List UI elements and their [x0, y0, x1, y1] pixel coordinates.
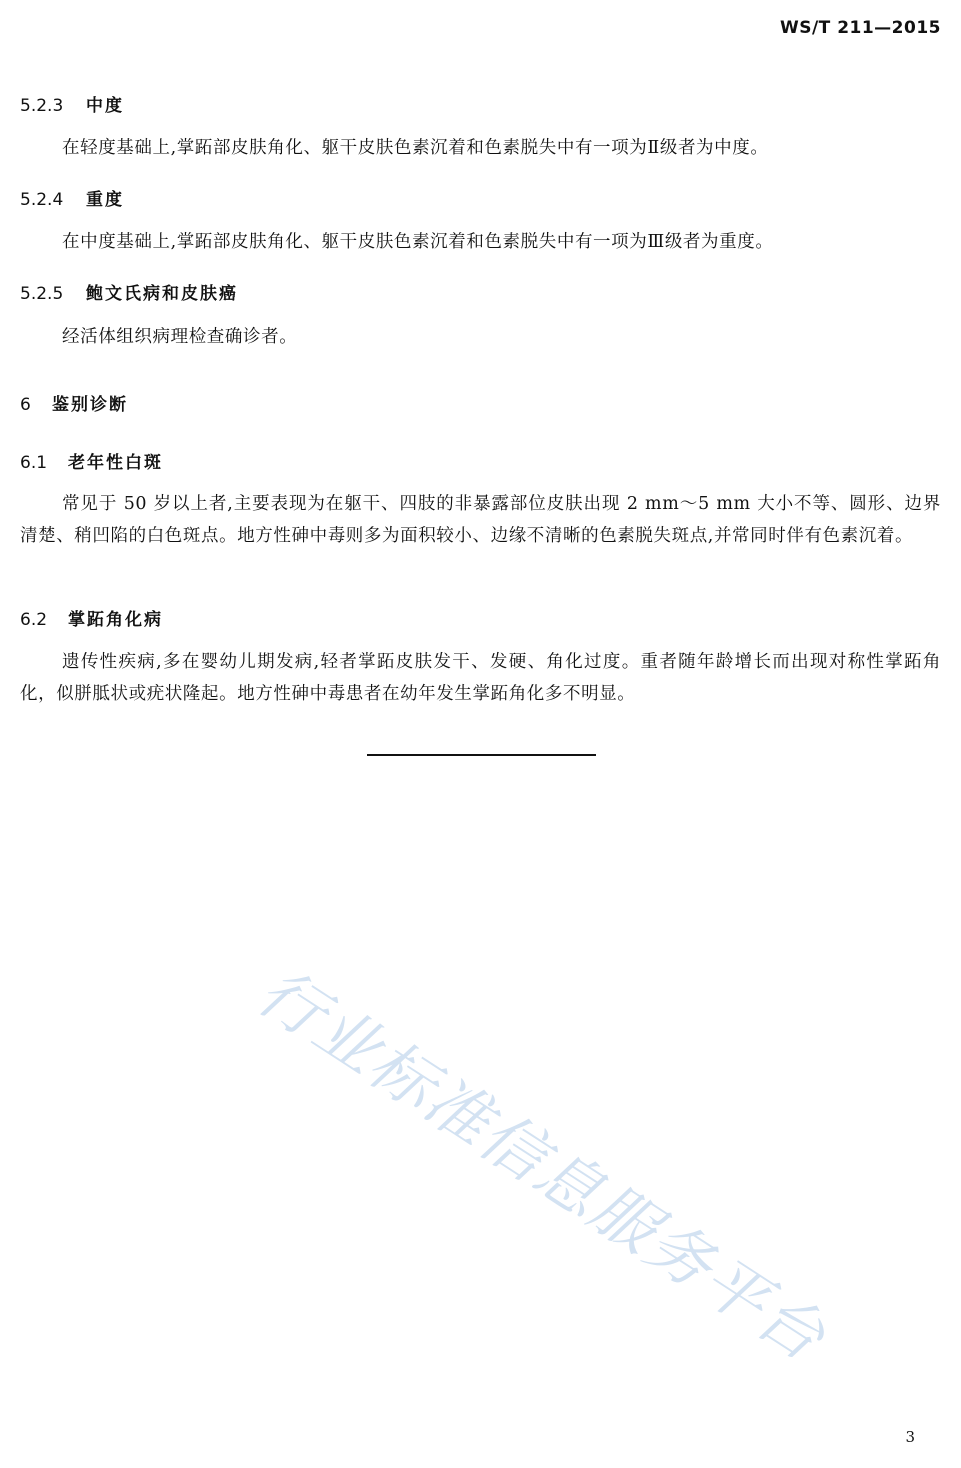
section-heading-5-2-5 [20, 279, 238, 304]
section-title: 鉴别诊断 [52, 395, 128, 415]
section-number: 6 [20, 395, 31, 415]
section-title: 中度 [86, 96, 124, 116]
section-number: 6.1 [20, 453, 48, 473]
section-number: 5.2.3 [20, 96, 64, 116]
section-paragraph-6-2: 遗传性疾病,多在婴幼儿期发病,轻者掌跖皮肤发干、发硬、角化过度。重者随年龄增长而出现对称性掌跖角化，似胼胝状或疣状隆起。地方性砷中毒患者在幼年发生掌跖角化多不明显。 [20, 652, 941, 704]
section-title: 老年性白斑 [68, 453, 163, 473]
section-heading-6-1 [20, 448, 163, 473]
standard-code: WS/T 211—2015 [779, 18, 941, 38]
section-heading-6-2 [20, 605, 163, 630]
section-paragraph-5-2-4: 在中度基础上,掌跖部皮肤角化、躯干皮肤色素沉着和色素脱失中有一项为Ⅲ级者为重度。 [62, 232, 774, 252]
chapter-heading-6 [20, 390, 128, 415]
watermark: 行业标准信息服务平台 [244, 955, 839, 1377]
section-number: 6.2 [20, 610, 48, 630]
section-paragraph-5-2-3: 在轻度基础上,掌跖部皮肤角化、躯干皮肤色素沉着和色素脱失中有一项为Ⅱ级者为中度。 [62, 138, 769, 158]
section-heading-5-2-3 [20, 91, 124, 116]
section-number: 5.2.5 [20, 284, 64, 304]
page-number: 3 [905, 1428, 915, 1446]
section-title: 掌跖角化病 [68, 610, 163, 630]
section-title: 鲍文氏病和皮肤癌 [86, 284, 238, 304]
section-paragraph-6-1: 常见于 50 岁以上者,主要表现为在躯干、四肢的非暴露部位皮肤出现 2 mm～5 mm 大小不等、圆形、边界清楚、稍凹陷的白色斑点。地方性砷中毒则多为面积较小、边缘不清晰的色素脱失斑点,并常同时伴有色素沉着。 [20, 494, 941, 546]
section-heading-5-2-4 [20, 185, 124, 210]
end-rule [367, 754, 596, 756]
section-number: 5.2.4 [20, 190, 64, 210]
section-paragraph-5-2-5: 经活体组织病理检查确诊者。 [62, 327, 298, 347]
section-title: 重度 [86, 190, 124, 210]
